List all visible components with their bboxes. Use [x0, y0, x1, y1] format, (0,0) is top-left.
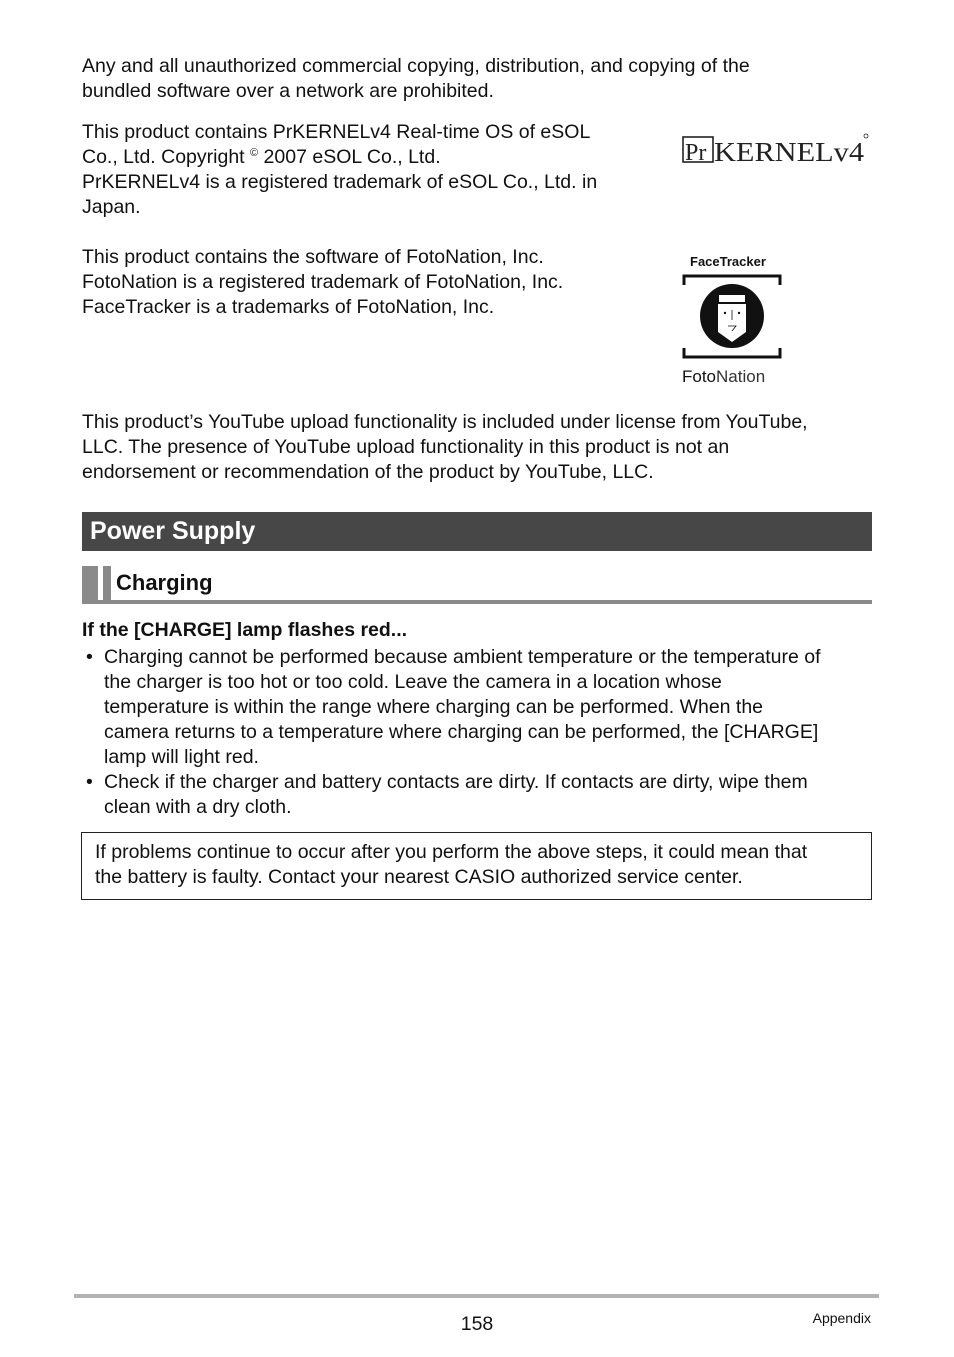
list-item-line: Check if the charger and battery contacts are dirty. If contacts are dirty, wipe them [104, 771, 808, 793]
note-box [81, 832, 872, 900]
list-item [82, 645, 872, 770]
subsection-marker-thin [103, 566, 111, 603]
page-number: 158 [460, 1313, 494, 1335]
prkernel-notice-line-2b: 2007 eSOL Co., Ltd. [263, 146, 441, 168]
prkernel-notice-line-1: This product contains PrKERNELv4 Real-time OS of eSOL [82, 121, 591, 143]
facetracker-label: FaceTracker [690, 254, 766, 269]
youtube-notice-line-1: This product’s YouTube upload functionality is included under license from YouTube, [82, 411, 808, 433]
prkernel-notice-line-2a: Co., Ltd. Copyright [82, 146, 245, 168]
list-item-line: clean with a dry cloth. [104, 796, 292, 818]
subsection-underline [82, 600, 872, 604]
prkernel-notice-line-3: PrKERNELv4 is a registered trademark of eSOL Co., Ltd. in [82, 171, 598, 193]
copying-notice [82, 54, 750, 104]
note-line-1: If problems continue to occur after you perform the above steps, it could mean that [95, 841, 808, 863]
fotonation-notice-line-2: FotoNation is a registered trademark of FotoNation, Inc. [82, 271, 564, 293]
subsection-title: Charging [116, 570, 213, 595]
bullet-icon: • [86, 646, 93, 668]
subsection-marker [82, 566, 98, 603]
youtube-notice-line-3: endorsement or recommendation of the product by YouTube, LLC. [82, 461, 654, 483]
facetracker-logo [680, 252, 790, 387]
section-header-power-supply [82, 512, 872, 551]
copyright-symbol: © [250, 147, 259, 159]
prkernel-notice [82, 120, 597, 220]
prkernel-logo-text: Pr [685, 140, 707, 166]
note-line-2: the battery is faulty. Contact your nearest CASIO authorized service center. [95, 866, 743, 888]
bullet-icon: • [86, 771, 93, 793]
youtube-notice [82, 410, 808, 485]
prkernel-logo-wordmark: KERNELv4 [714, 137, 865, 167]
footer-rule [74, 1294, 879, 1298]
prkernel-logo-mark [682, 132, 872, 168]
list-item-line: temperature is within the range where charging can be performed. When the [104, 696, 764, 718]
fotonation-notice [82, 245, 563, 320]
list-item-line: Charging cannot be performed because ambient temperature or the temperature of [104, 646, 821, 668]
prkernel-notice-line-4: Japan. [82, 196, 141, 218]
issue-heading: If the [CHARGE] lamp flashes red... [82, 619, 408, 641]
prkernel-logo [682, 132, 872, 168]
section-title: Power Supply [90, 517, 256, 545]
copying-notice-line-1: Any and all unauthorized commercial copying, distribution, and copying of the [82, 55, 750, 77]
list-item [82, 770, 872, 820]
facetracker-logo-mark [680, 252, 790, 387]
fotonation-wordmark: FotoNation [682, 367, 766, 386]
footer-section-label: Appendix [812, 1310, 871, 1326]
copying-notice-line-2: bundled software over a network are prohibited. [82, 80, 494, 102]
subsection-header-charging [82, 566, 872, 605]
fotonation-notice-line-3: FaceTracker is a trademarks of FotoNation, Inc. [82, 296, 495, 318]
youtube-notice-line-2: LLC. The presence of YouTube upload functionality in this product is not an [82, 436, 730, 458]
fotonation-notice-line-1: This product contains the software of FotoNation, Inc. [82, 246, 544, 268]
list-item-line: camera returns to a temperature where charging can be performed, the [CHARGE] [104, 721, 819, 743]
list-item-line: the charger is too hot or too cold. Leave the camera in a location whose [104, 671, 722, 693]
troubleshooting-list [82, 645, 872, 820]
list-item-line: lamp will light red. [104, 746, 259, 768]
